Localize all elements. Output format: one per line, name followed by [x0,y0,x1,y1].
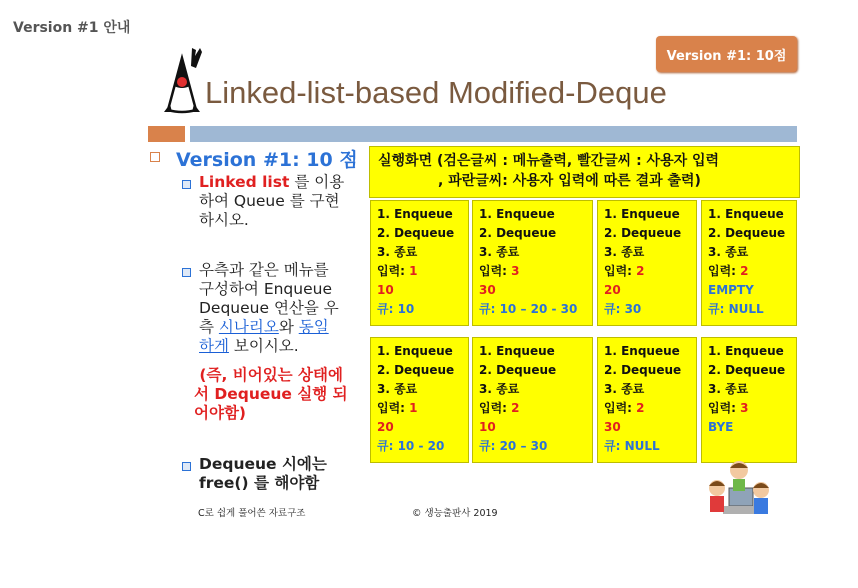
panel-3 [597,200,697,326]
bullet-square-icon [182,268,191,277]
bullet-free: Dequeue 시에는 free() 를 해야함 [199,455,327,492]
menu-item: 2. Dequeue [604,226,682,240]
footer-book-title: C로 쉽게 풀어쓴 자료구조 [198,508,306,519]
bullet-square-icon [182,180,191,189]
footer-copyright: © 생능출판사 2019 [412,508,498,519]
scenario-link[interactable]: 시나리오 [218,318,279,336]
slide-title: Linked-list-based Modified-Deque [205,75,667,110]
bullet-linked-list: Linked list 를 이용 하여 Queue 를 구현 하시오. [199,173,345,229]
menu-item: 1. Enqueue [708,344,784,358]
version-heading: Version #1: 10 점 [176,149,358,171]
menu-item: 2. Dequeue [479,226,557,240]
screen-header: 실행화면 (검은글씨 : 메뉴출력, 빨간글씨 : 사용자 입력 , 파란글씨: 사용자 입력에 따른 결과 출력) [369,146,800,198]
result-value: EMPTY [708,283,754,297]
queue-line: 큐: 10 [377,302,415,316]
menu-item: 2. Dequeue [708,363,786,377]
input-line: 입력: 3 [708,401,749,415]
menu-item: 3. 종료 [604,245,645,259]
panel-2 [472,200,593,326]
result-value: 20 [377,420,394,434]
page-heading: Version #1 안내 [13,20,131,36]
result-value: 10 [479,420,496,434]
menu-item: 2. Dequeue [377,226,455,240]
input-line: 입력: 1 [377,264,418,278]
panel-1 [370,200,469,326]
duke-mascot-icon [162,44,202,116]
menu-item: 1. Enqueue [377,344,453,358]
result-value: 30 [479,283,496,297]
kids-computer-icon [703,458,775,522]
input-line: 입력: 1 [377,401,418,415]
panel-6 [472,337,593,463]
menu-item: 3. 종료 [479,382,520,396]
input-line: 입력: 2 [604,264,645,278]
menu-item: 1. Enqueue [604,344,680,358]
bullet-square-icon [182,462,191,471]
queue-line: 큐: 10 – 20 - 30 [479,302,578,316]
menu-item: 1. Enqueue [708,207,784,221]
input-line: 입력: 2 [604,401,645,415]
menu-item: 2. Dequeue [479,363,557,377]
menu-item: 3. 종료 [708,382,749,396]
divider-orange [148,126,185,142]
same-link-cont[interactable]: 하게 [199,337,229,355]
same-link[interactable]: 동일 [298,318,329,336]
result-value: BYE [708,420,734,434]
queue-line: 큐: NULL [708,302,764,316]
menu-item: 2. Dequeue [604,363,682,377]
result-value: 10 [377,283,394,297]
menu-item: 2. Dequeue [377,363,455,377]
queue-line: 큐: 30 [604,302,642,316]
version-badge: Version #1: 10점 [656,36,797,72]
panel-4 [701,200,797,326]
menu-item: 3. 종료 [479,245,520,259]
menu-item: 3. 종료 [708,245,749,259]
input-line: 입력: 2 [479,401,520,415]
menu-item: 1. Enqueue [479,344,555,358]
result-value: 20 [604,283,621,297]
empty-dequeue-note: (즉, 비어있는 상태에 서 Dequeue 실행 되 어야함) [194,366,348,422]
menu-item: 3. 종료 [377,245,418,259]
divider-blue [190,126,797,142]
result-value: 30 [604,420,621,434]
menu-item: 3. 종료 [377,382,418,396]
queue-line: 큐: NULL [604,439,660,453]
queue-line: 큐: 10 - 20 [377,439,445,453]
bullet-menu-scenario: 우측과 같은 메뉴를 구성하여 Enqueue Dequeue 연산을 우 측 시나리오와 동일 하게 보이시오. [199,261,339,355]
menu-item: 1. Enqueue [604,207,680,221]
menu-item: 2. Dequeue [708,226,786,240]
panel-8 [701,337,797,463]
input-line: 입력: 3 [479,264,520,278]
input-line: 입력: 2 [708,264,749,278]
menu-item: 1. Enqueue [377,207,453,221]
panel-5 [370,337,469,463]
bullet-square-icon [150,152,160,162]
menu-item: 1. Enqueue [479,207,555,221]
panel-7 [597,337,697,463]
queue-line: 큐: 20 – 30 [479,439,548,453]
menu-item: 3. 종료 [604,382,645,396]
